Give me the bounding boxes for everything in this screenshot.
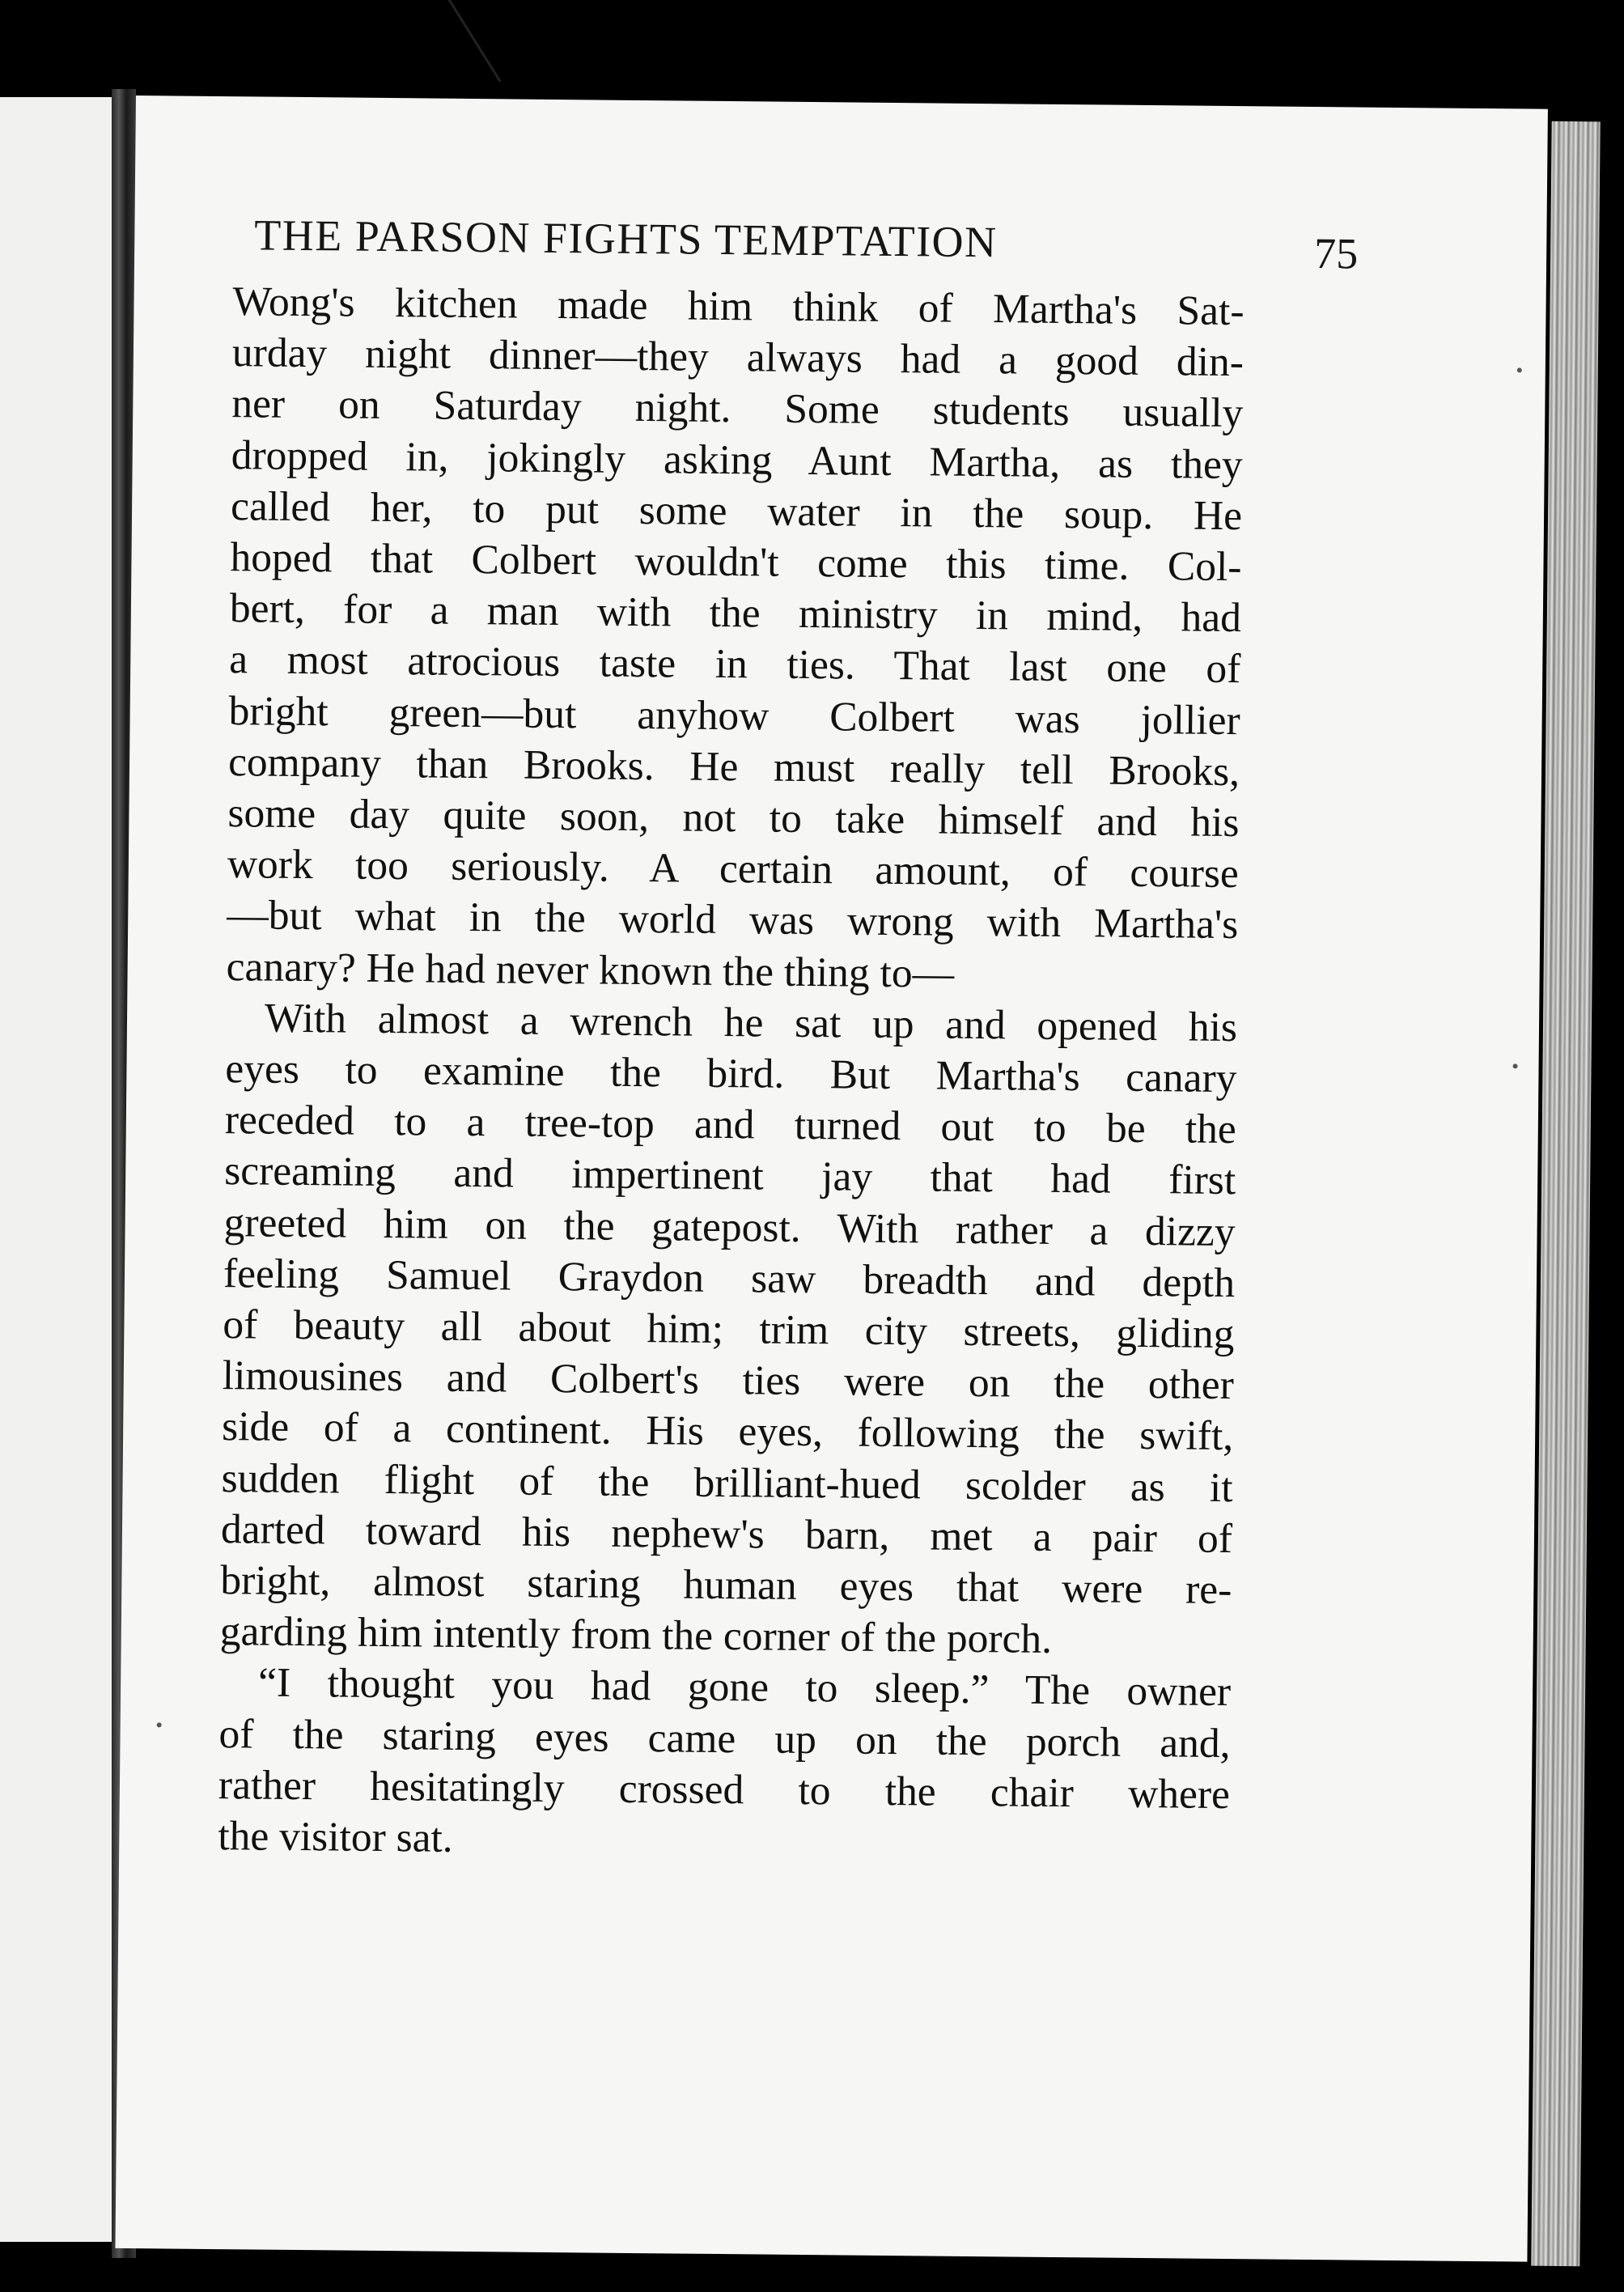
text-line: side of a continent. His eyes, following the swift,	[221, 1403, 1234, 1460]
text-line: hoped that Colbert wouldn't come this time. Col-	[230, 534, 1242, 591]
page-number: 75	[1313, 228, 1359, 278]
text-line: dropped in, jokingly asking Aunt Martha, as they	[231, 431, 1243, 488]
text-line: some day quite soon, not to take himself and his	[227, 790, 1240, 847]
text-line: urday night dinner—they always had a good din-	[231, 329, 1245, 386]
text-line: called her, to put some water in the soup. He	[230, 482, 1243, 539]
text-line: With almost a wrench he sat up and opened his	[264, 995, 1238, 1050]
text-line: limousines and Colbert's ties were on the other	[222, 1352, 1235, 1409]
text-line: receded to a tree-top and turned out to be the	[224, 1097, 1237, 1153]
page-speck	[1513, 1063, 1518, 1068]
text-line: of beauty all about him; trim city streets, gliding	[223, 1301, 1235, 1358]
text-line: of the staring eyes came up on the porch and,	[218, 1710, 1231, 1767]
text-line: feeling Samuel Graydon saw breadth and depth	[223, 1250, 1236, 1306]
text-line: company than Brooks. He must really tell Brooks,	[227, 738, 1240, 795]
page-speck	[157, 1722, 162, 1727]
paragraph	[218, 1657, 1231, 1872]
text-line: canary? He had never known the thing to—	[226, 943, 955, 997]
text-line: bright, almost staring human eyes that were re-	[220, 1557, 1232, 1614]
text-line: eyes to examine the bird. But Martha's canary	[225, 1046, 1237, 1102]
body-text	[218, 276, 1245, 1871]
text-line: darted toward his nephew's barn, met a pair of	[220, 1505, 1233, 1562]
text-line: work too seriously. A certain amount, of course	[227, 841, 1240, 898]
text-line: ner on Saturday night. Some students usually	[231, 380, 1244, 437]
text-line: sudden flight of the brilliant-hued scolder as it	[221, 1454, 1233, 1511]
book-page	[115, 96, 1547, 2262]
paragraph	[226, 276, 1244, 1002]
text-line: the visitor sat.	[218, 1813, 453, 1861]
text-line: “I thought you had gone to sleep.” The owner	[257, 1660, 1232, 1716]
text-line: garding him intently from the corner of the porch.	[219, 1608, 1053, 1663]
text-line: greeted him on the gatepost. With rather a dizzy	[223, 1199, 1236, 1255]
page-header	[254, 210, 1388, 285]
page-speck	[1517, 367, 1522, 372]
text-line: Wong's kitchen made him think of Martha's Sat-	[232, 278, 1245, 335]
text-line: —but what in the world was wrong with Martha's	[227, 892, 1239, 949]
scan-artifact-line	[447, 0, 501, 83]
paragraph	[219, 992, 1237, 1667]
text-line: a most atrocious taste in ties. That last one of	[229, 636, 1241, 693]
running-title: THE PARSON FIGHTS TEMPTATION	[254, 210, 998, 267]
text-line: bright green—but anyhow Colbert was jollier	[228, 687, 1240, 744]
text-line: screaming and impertinent jay that had first	[223, 1148, 1236, 1204]
text-line: rather hesitatingly crossed to the chair where	[218, 1761, 1231, 1818]
facing-page-edge	[0, 97, 121, 2242]
text-line: bert, for a man with the ministry in mind, had	[229, 585, 1242, 642]
